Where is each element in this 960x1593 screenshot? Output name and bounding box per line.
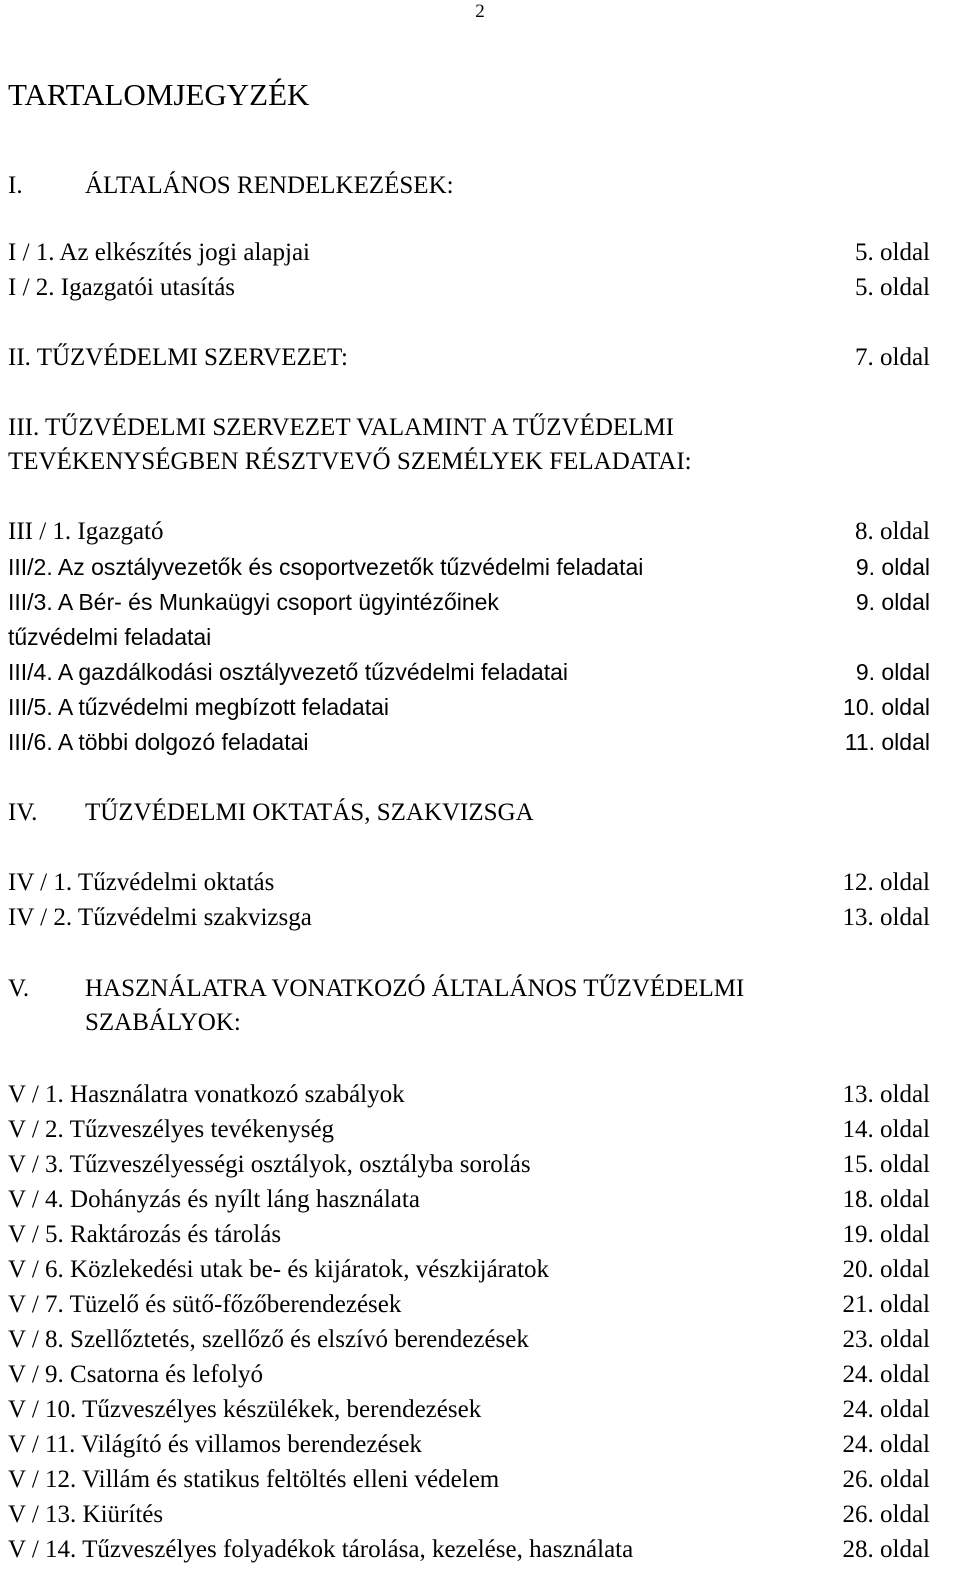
toc-entry-page: 5. oldal: [855, 239, 930, 266]
toc-entry-label: V / 13. Kiürítés: [8, 1501, 164, 1528]
toc-entry[interactable]: [8, 1147, 930, 1182]
toc-entry-label: V / 9. Csatorna és lefolyó: [8, 1361, 264, 1388]
toc-entry[interactable]: [8, 655, 930, 690]
toc-entry-label: V / 8. Szellőztetés, szellőző és elszívó berendezések: [8, 1326, 529, 1353]
toc-entry[interactable]: [8, 1287, 930, 1322]
toc-entry-label: III/2. Az osztályvezetők és csoportvezetők tűzvédelmi feladatai: [8, 554, 644, 580]
toc-entry-page: 21. oldal: [842, 1291, 930, 1318]
toc-entry-label: V / 1. Használatra vonatkozó szabályok: [8, 1081, 405, 1108]
section-number: IV.: [8, 799, 38, 826]
section-title-line: HASZNÁLATRA VONATKOZÓ ÁLTALÁNOS TŰZVÉDELMI: [85, 975, 745, 1002]
toc-entry-label: V / 7. Tüzelő és sütő-főzőberendezések: [8, 1291, 402, 1318]
section-title: II. TŰZVÉDELMI SZERVEZET:: [8, 344, 348, 371]
toc-entry-page: 13. oldal: [842, 1081, 930, 1108]
toc-entry-page: 12. oldal: [842, 869, 930, 896]
toc-entry-page: 9. oldal: [855, 554, 930, 580]
toc-entry-page: 24. oldal: [842, 1396, 930, 1423]
toc-entry[interactable]: [8, 865, 930, 900]
toc-entry-page: 13. oldal: [842, 904, 930, 931]
section-title-line: III. TŰZVÉDELMI SZERVEZET VALAMINT A TŰZVÉDELMI: [8, 414, 675, 441]
section-heading-2[interactable]: [8, 340, 930, 375]
toc-entry[interactable]: [8, 1462, 930, 1497]
document-title: TARTALOMJEGYZÉK: [8, 77, 310, 112]
toc-entry[interactable]: [8, 514, 930, 549]
toc-entry[interactable]: [8, 1532, 930, 1567]
section-title-line: TEVÉKENYSÉGBEN RÉSZTVEVŐ SZEMÉLYEK FELADATAI:: [8, 448, 692, 475]
toc-entry-page: 10. oldal: [843, 694, 930, 720]
toc-entry-label: III/3. A Bér- és Munkaügyi csoport ügyintézőinek: [8, 589, 499, 615]
toc-entry-label: I / 1. Az elkészítés jogi alapjai: [8, 239, 310, 266]
toc-entry[interactable]: [8, 1392, 930, 1427]
toc-entry-page: 18. oldal: [842, 1186, 930, 1213]
toc-entry-label: V / 12. Villám és statikus feltöltés elleni védelem: [8, 1466, 500, 1493]
section-title-line: SZABÁLYOK:: [85, 1009, 241, 1036]
section-title: TŰZVÉDELMI OKTATÁS, SZAKVIZSGA: [85, 799, 534, 826]
section-heading-3: [8, 411, 938, 479]
toc-entry-label: III/6. A többi dolgozó feladatai: [8, 729, 309, 755]
toc-entry-label: V / 5. Raktározás és tárolás: [8, 1221, 282, 1248]
toc-entry-page: 14. oldal: [842, 1116, 930, 1143]
toc-entry-page: 9. oldal: [855, 659, 930, 685]
toc-entry-label: V / 4. Dohányzás és nyílt láng használata: [8, 1186, 420, 1213]
toc-entry-label: V / 3. Tűzveszélyességi osztályok, osztályba sorolás: [8, 1151, 531, 1178]
toc-entry-page: 23. oldal: [842, 1326, 930, 1353]
toc-entry[interactable]: [8, 1182, 930, 1217]
toc-entry-label: III/4. A gazdálkodási osztályvezető tűzvédelmi feladatai: [8, 659, 568, 685]
toc-entry-page: 26. oldal: [842, 1501, 930, 1528]
section-title: ÁLTALÁNOS RENDELKEZÉSEK:: [85, 172, 454, 199]
page-number: 2: [475, 1, 485, 22]
toc-entry-page: 7. oldal: [855, 344, 930, 371]
section-heading-1: [8, 168, 454, 204]
toc-entry[interactable]: [8, 1322, 930, 1357]
toc-entry-label: I / 2. Igazgatói utasítás: [8, 274, 236, 301]
toc-entry-label: IV / 2. Tűzvédelmi szakvizsga: [8, 904, 312, 931]
toc-entry-page: 15. oldal: [842, 1151, 930, 1178]
toc-entry[interactable]: [8, 270, 930, 305]
toc-entry-label: V / 6. Közlekedési utak be- és kijáratok, vészkijáratok: [8, 1256, 550, 1283]
toc-entry-page: 8. oldal: [855, 518, 930, 545]
toc-entry[interactable]: [8, 900, 930, 935]
toc-entry-page: 20. oldal: [842, 1256, 930, 1283]
toc-entry[interactable]: [8, 690, 930, 725]
section-heading-5: [85, 972, 945, 1040]
toc-entry-page: 28. oldal: [842, 1536, 930, 1563]
toc-entry[interactable]: [8, 1252, 930, 1287]
toc-entry[interactable]: [8, 725, 930, 760]
toc-entry[interactable]: [8, 1357, 930, 1392]
toc-entry[interactable]: [8, 1217, 930, 1252]
toc-entry-page: 11. oldal: [844, 729, 930, 755]
toc-entry[interactable]: [8, 585, 930, 620]
section-number: V.: [8, 975, 30, 1002]
toc-entry-page: 19. oldal: [842, 1221, 930, 1248]
toc-entry[interactable]: [8, 1497, 930, 1532]
toc-entry[interactable]: [8, 550, 930, 585]
toc-entry-continuation: tűzvédelmi feladatai: [8, 624, 212, 650]
toc-entry[interactable]: [8, 1427, 930, 1462]
toc-entry-label: III/5. A tűzvédelmi megbízott feladatai: [8, 694, 389, 720]
toc-entry-label: III / 1. Igazgató: [8, 518, 164, 545]
toc-entry-label: V / 14. Tűzveszélyes folyadékok tárolása, kezelése, használata: [8, 1536, 634, 1563]
section-heading-4: [8, 795, 534, 831]
toc-entry[interactable]: [8, 1112, 930, 1147]
toc-entry-page: 24. oldal: [842, 1361, 930, 1388]
toc-entry-label: V / 11. Világító és villamos berendezések: [8, 1431, 422, 1458]
toc-entry-page: 5. oldal: [855, 274, 930, 301]
toc-entry-page: 9. oldal: [855, 589, 930, 615]
toc-entry[interactable]: [8, 1077, 930, 1112]
section-number: I.: [8, 172, 23, 199]
toc-entry[interactable]: [8, 235, 930, 270]
toc-entry-label: V / 10. Tűzveszélyes készülékek, berendezések: [8, 1396, 482, 1423]
toc-entry-page: 26. oldal: [842, 1466, 930, 1493]
toc-entry-page: 24. oldal: [842, 1431, 930, 1458]
toc-entry-label: V / 2. Tűzveszélyes tevékenység: [8, 1116, 335, 1143]
toc-entry-label: IV / 1. Tűzvédelmi oktatás: [8, 869, 275, 896]
